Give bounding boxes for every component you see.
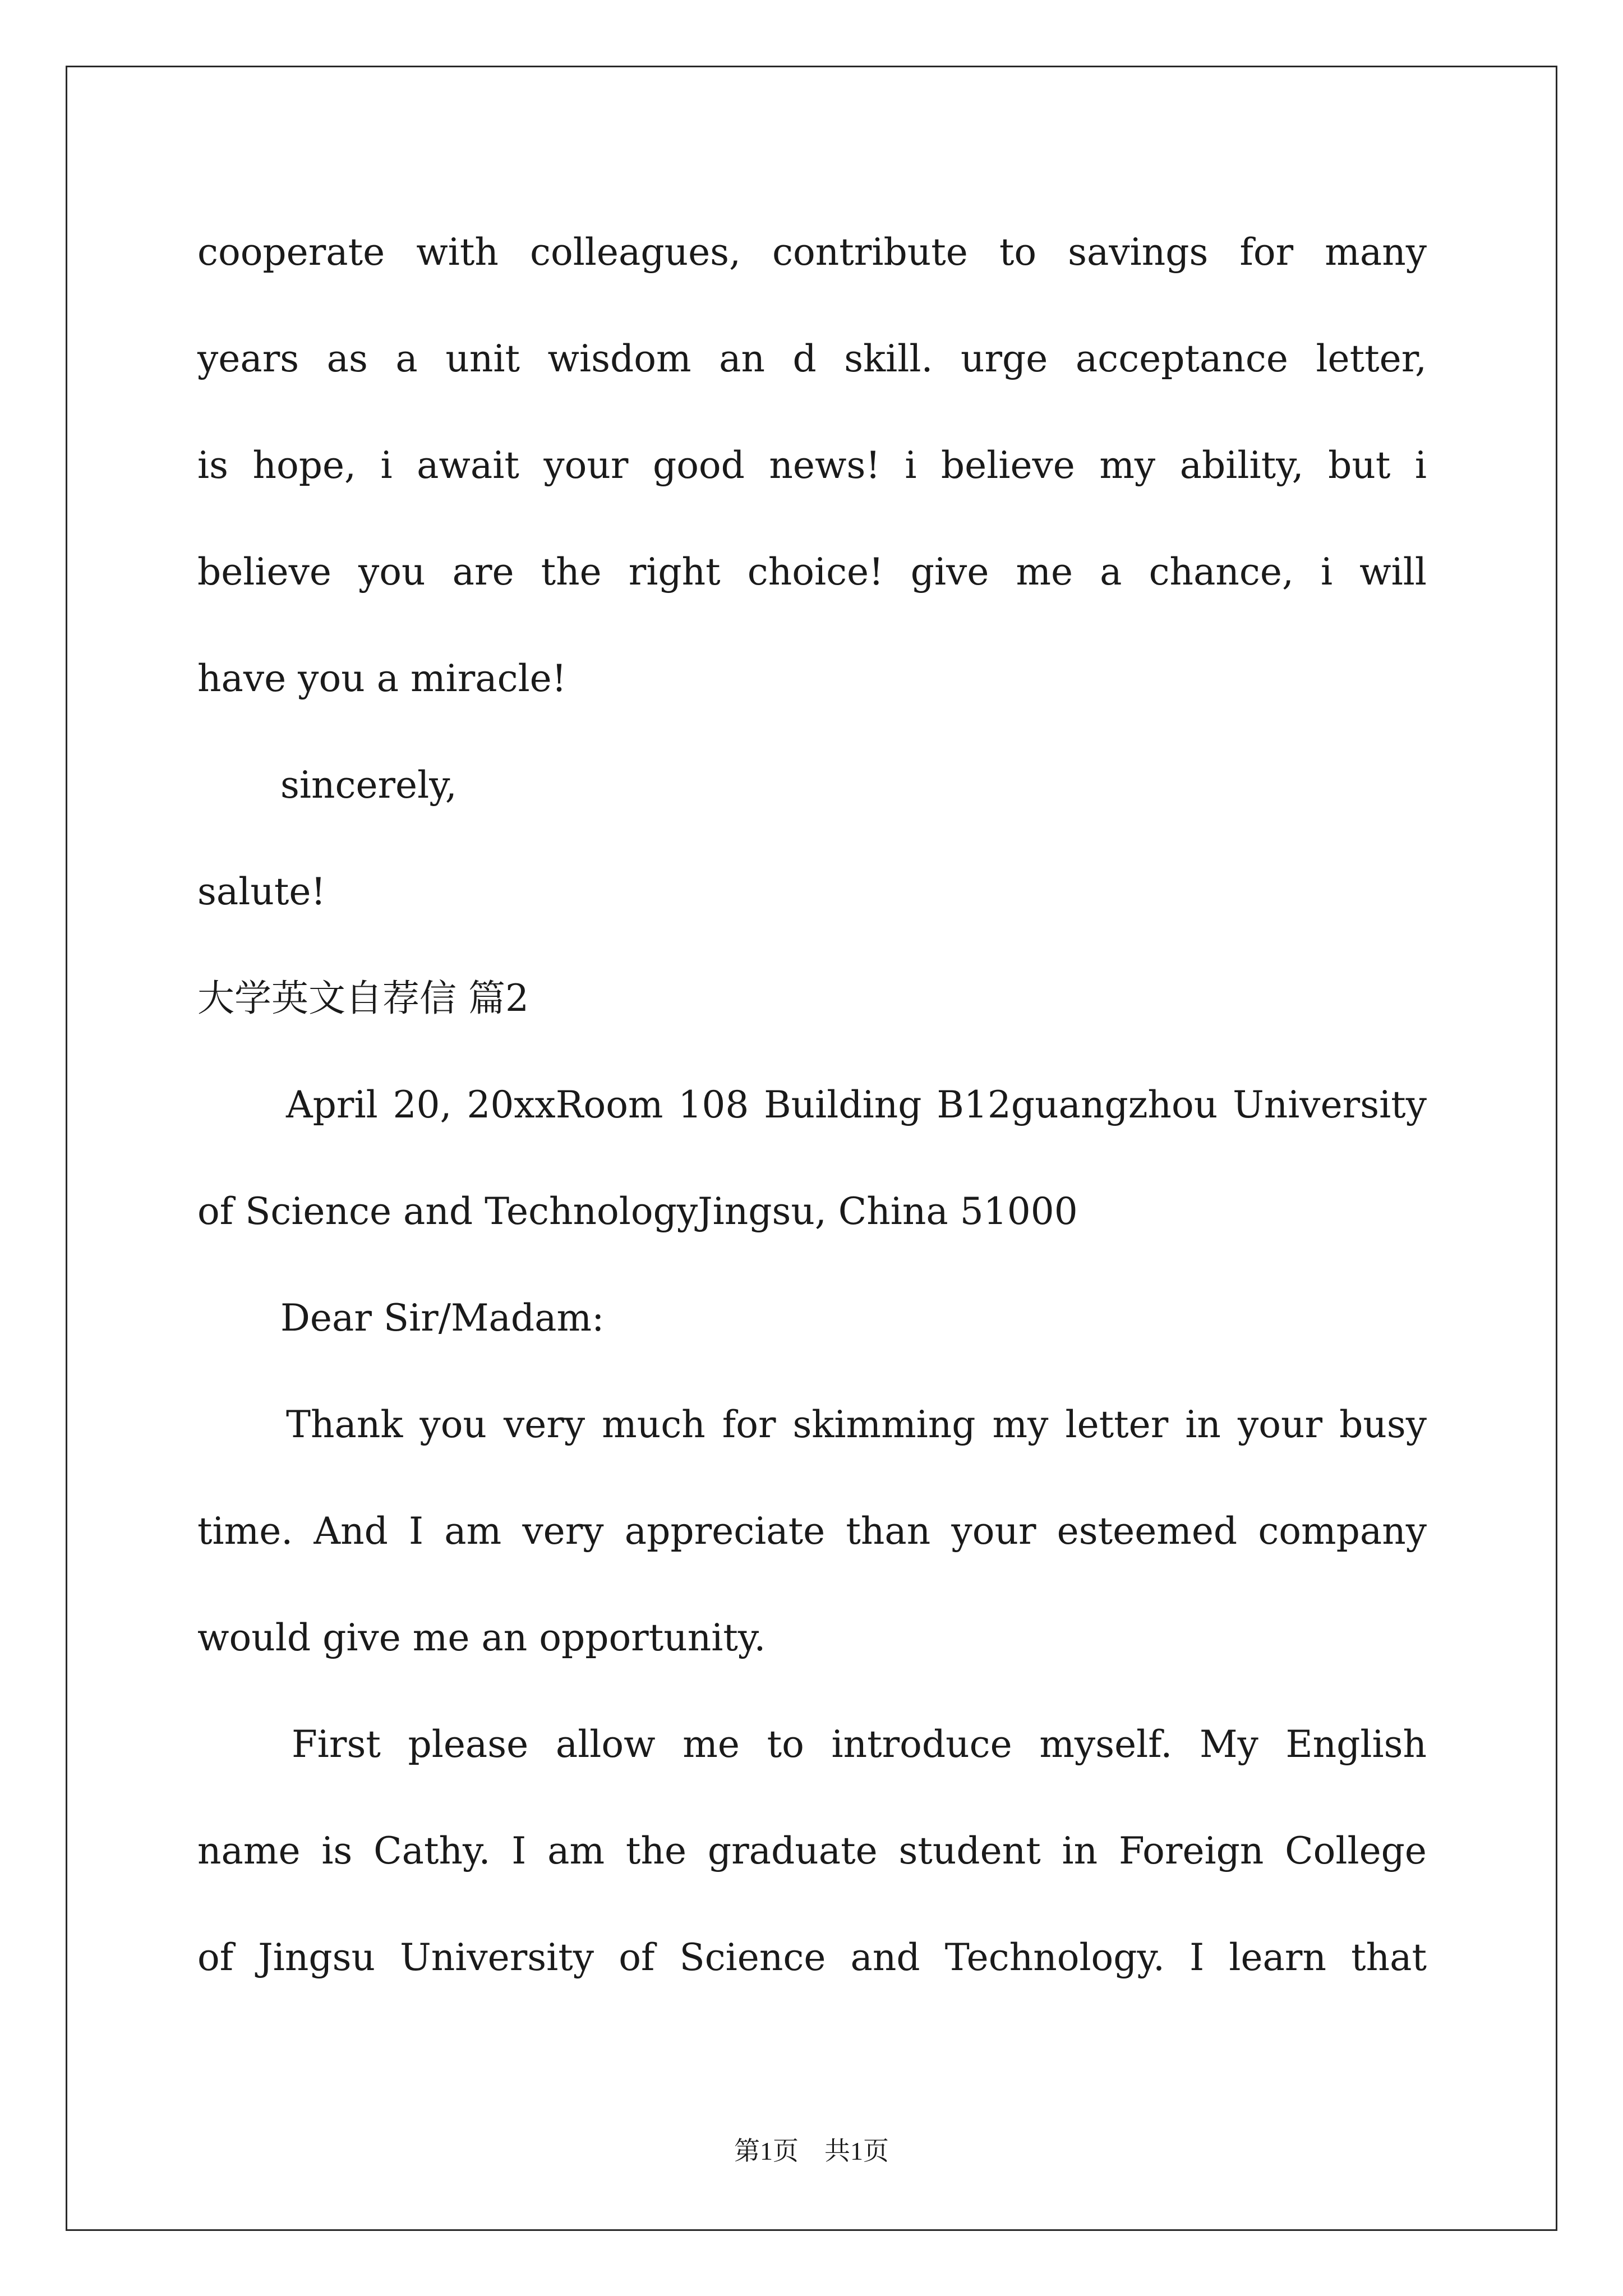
- address-line: April 20, 20xxRoom 108 Building B12guangzhou University: [286, 1083, 1427, 1126]
- salute-line: salute!: [197, 870, 326, 913]
- text-line: time. And I am very appreciate than your esteemed company: [197, 1510, 1427, 1553]
- text-line: First please allow me to introduce myself. My English: [292, 1723, 1427, 1766]
- text-line: is hope, i await your good news! i believe my ability, but i: [197, 444, 1427, 487]
- address-line: of Science and TechnologyJingsu, China 51000: [197, 1190, 1078, 1233]
- text-line: years as a unit wisdom an d skill. urge acceptance letter,: [197, 337, 1427, 380]
- text-line: believe you are the right choice! give me a chance, i will: [197, 550, 1427, 593]
- document-body: [197, 224, 1427, 2036]
- text-line: cooperate with colleagues, contribute to savings for many: [197, 231, 1427, 274]
- salutation: Dear Sir/Madam:: [280, 1296, 605, 1340]
- closing-line: sincerely,: [280, 763, 457, 807]
- text-line: name is Cathy. I am the graduate student in Foreign College: [197, 1829, 1427, 1872]
- page-footer: 第1页 共1页: [734, 2137, 889, 2165]
- text-line: of Jingsu University of Science and Technology. I learn that: [197, 1936, 1427, 1979]
- section-heading: 大学英文自荐信 篇2: [197, 977, 529, 1020]
- text-line: would give me an opportunity.: [197, 1616, 766, 1659]
- text-line: have you a miracle!: [197, 657, 567, 700]
- text-line: Thank you very much for skimming my letter in your busy: [286, 1403, 1427, 1446]
